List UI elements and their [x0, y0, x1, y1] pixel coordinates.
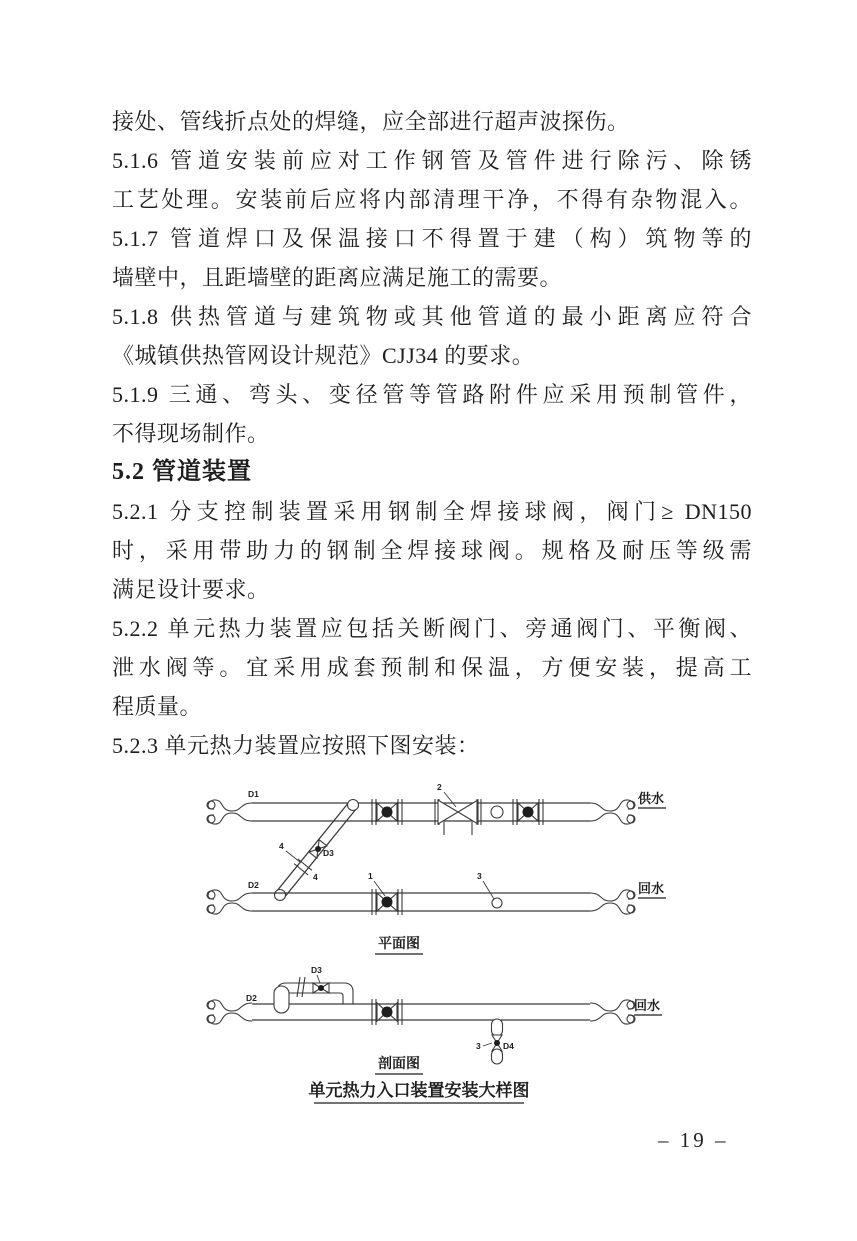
return-water-label: 回水 — [634, 998, 661, 1013]
plan-return-pipe — [207, 890, 635, 914]
plan-bypass-pipe — [275, 800, 359, 901]
section-view-caption: 剖面图 — [378, 1055, 420, 1071]
text-line: 程质量。 — [112, 694, 203, 719]
callout-4a: 4 — [279, 841, 284, 851]
text-line: 满足设计要求。 — [112, 577, 270, 602]
section-heading-5-2: 5.2 管道装置 — [112, 459, 252, 485]
return-water-label: 回水 — [638, 881, 665, 896]
pipe-break-icon — [207, 890, 252, 914]
text-line: 泄水阀等。宜采用成套预制和保温，方便安装，提高工 — [112, 655, 752, 680]
section-bypass-loop — [274, 975, 353, 1013]
text-line: 工艺处理。安装前后应将内部清理干净，不得有杂物混入。 — [112, 187, 752, 212]
callout-2: 2 — [437, 782, 442, 792]
text-line: 墙壁中，且距墙壁的距离应满足施工的需要。 — [112, 265, 563, 290]
pipe-label-d3: D3 — [311, 965, 322, 975]
callout-1: 1 — [368, 871, 373, 881]
callout-4b: 4 — [313, 872, 318, 882]
installation-diagram — [190, 765, 770, 1110]
bypass-valve-icon — [313, 983, 329, 993]
pipe-break-icon — [590, 890, 635, 914]
plan-view-caption: 平面图 — [378, 935, 420, 951]
text-line-clause-5-1-8: 5.1.8 供热管道与建筑物或其他管道的最小距离应符合 — [112, 304, 752, 329]
page-number: – 19 – — [658, 1128, 729, 1152]
body-text — [112, 102, 752, 765]
text-line-clause-5-1-9: 5.1.9 三通、弯头、变径管等管路附件应采用预制管件， — [112, 382, 752, 407]
text-line: 不得现场制作。 — [112, 421, 270, 446]
text-line: 接处、管线折点处的焊缝，应全部进行超声波探伤。 — [112, 109, 630, 134]
pipe-label-d2: D2 — [248, 880, 259, 890]
riser-capsule-icon — [274, 986, 289, 1013]
pipe-fitting-icon — [491, 806, 503, 818]
pipe-label-d3: D3 — [323, 848, 334, 858]
plan-supply-pipe — [207, 800, 635, 824]
pipe-break-icon — [590, 800, 635, 824]
section-return-pipe — [207, 1000, 635, 1024]
control-valve-icon — [438, 800, 478, 835]
callout-3: 3 — [476, 1041, 481, 1051]
supply-water-label: 供水 — [638, 791, 665, 806]
text-line-clause-5-2-2: 5.2.2 单元热力装置应包括关断阀门、旁通阀门、平衡阀、 — [112, 616, 752, 641]
pipe-break-icon — [207, 800, 252, 824]
pipe-label-d1: D1 — [248, 789, 259, 799]
pipe-break-icon — [207, 1000, 252, 1024]
text-line-clause-5-1-7: 5.1.7 管道焊口及保温接口不得置于建（构）筑物等的 — [112, 226, 752, 251]
figure-title: 单元热力入口装置安装大样图 — [308, 1081, 530, 1100]
pipe-label-d4: D4 — [503, 1041, 514, 1051]
shutoff-valve-icon — [372, 999, 402, 1025]
piping-diagram-svg — [190, 765, 770, 1110]
text-line-clause-5-2-1: 5.2.1 分支控制装置采用钢制全焊接球阀，阀门≥ DN150 — [112, 499, 752, 524]
section-drain-assembly — [483, 1019, 503, 1064]
pipe-break-icon — [590, 1000, 635, 1024]
text-line: 《城镇供热管网设计规范》CJJ34 的要求。 — [112, 343, 535, 368]
text-line-clause-5-2-3: 5.2.3 单元热力装置应按照下图安装： — [112, 733, 480, 758]
text-line-clause-5-1-6: 5.1.6 管道安装前应对工作钢管及管件进行除污、除锈 — [112, 148, 752, 173]
pipe-label-d2: D2 — [246, 993, 257, 1003]
drain-point-icon — [492, 898, 502, 908]
callout-3: 3 — [477, 871, 482, 881]
text-line: 时，采用带助力的钢制全焊接球阀。规格及耐压等级需 — [112, 538, 752, 563]
